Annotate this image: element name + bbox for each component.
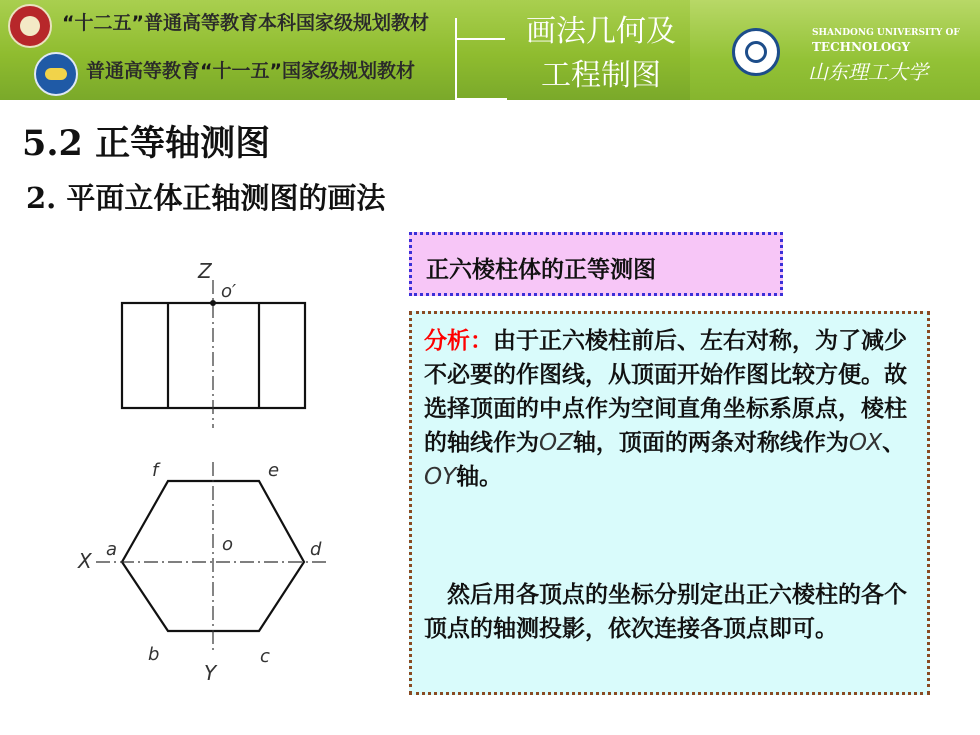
course-title-line-1: 画法几何及 — [526, 14, 676, 49]
university-logo-icon — [732, 28, 780, 76]
section-title: 5.2 正等轴测图 — [22, 123, 271, 164]
label-y: Y — [204, 661, 217, 685]
axis-separator: 、 — [882, 430, 906, 456]
label-a: a — [106, 539, 118, 560]
banner-line-2 — [86, 56, 415, 83]
course-title-line-2: 工程制图 — [541, 58, 661, 93]
banner-line-2-emph: 十一五 — [212, 60, 270, 82]
top-view — [77, 460, 330, 685]
label-c: c — [260, 646, 270, 667]
label-o-prime: o′ — [221, 281, 237, 302]
analysis-text-part-1: 由于正六棱柱前后、左右对称，为了减少不必要的作图线，从顶面开始作图比较方便。故选择顶面的中点作为空间直角坐标系原点，棱柱的轴线作为 — [424, 328, 907, 456]
eleventh-five-year-plan-logo — [34, 52, 78, 96]
university-name-en-line-1: SHANDONG UNIVERSITY OF — [812, 28, 960, 38]
origin-point-o-prime — [210, 300, 216, 306]
analysis-paragraph-2-text: 然后用各顶点的坐标分别定出正六棱柱的各个顶点的轴测投影，依次连接各顶点即可。 — [424, 582, 907, 642]
topic-title: 正六棱柱体的正等测图 — [426, 257, 656, 283]
open-quote: “ — [62, 12, 75, 34]
open-quote: “ — [200, 60, 213, 82]
analysis-label: 分析： — [424, 328, 493, 354]
banner-line-2-rest: 国家级规划教材 — [282, 60, 416, 82]
topic-title-box — [409, 232, 783, 296]
front-view — [122, 259, 305, 428]
analysis-text-part-3: 轴。 — [456, 464, 503, 490]
hexagonal-prism-projection-drawing — [60, 250, 360, 690]
label-z: Z — [198, 259, 212, 283]
close-quote: ” — [131, 12, 145, 34]
label-o: o — [222, 534, 234, 555]
subsection-title: 2. 平面立体正轴测图的画法 — [26, 181, 386, 215]
banner-bracket-decoration — [455, 18, 507, 100]
analysis-box — [409, 311, 930, 695]
axis-oy-label: OY — [424, 464, 457, 490]
banner-line-1 — [62, 8, 429, 35]
axis-ox-label: OX — [848, 430, 883, 456]
banner-line-2-pre: 普通高等教育 — [86, 60, 201, 82]
close-quote: ” — [269, 60, 283, 82]
analysis-paragraph-1 — [424, 324, 924, 494]
label-e: e — [268, 460, 280, 481]
banner-line-1-emph: 十二五 — [74, 12, 132, 34]
banner-line-1-rest: 普通高等教育本科国家级规划教材 — [144, 12, 430, 34]
analysis-text-part-2: 轴，顶面的两条对称线作为 — [572, 430, 849, 456]
axis-oz-label: OZ — [539, 430, 573, 456]
label-f: f — [152, 460, 159, 481]
university-name-en-line-2: TECHNOLOGY — [812, 40, 911, 54]
label-b: b — [148, 644, 160, 665]
analysis-paragraph-2 — [424, 578, 924, 646]
twelfth-five-year-plan-logo — [8, 4, 52, 48]
label-d: d — [310, 539, 322, 560]
label-x: X — [78, 549, 92, 573]
university-name-cn: 山东理工大学 — [808, 60, 928, 84]
